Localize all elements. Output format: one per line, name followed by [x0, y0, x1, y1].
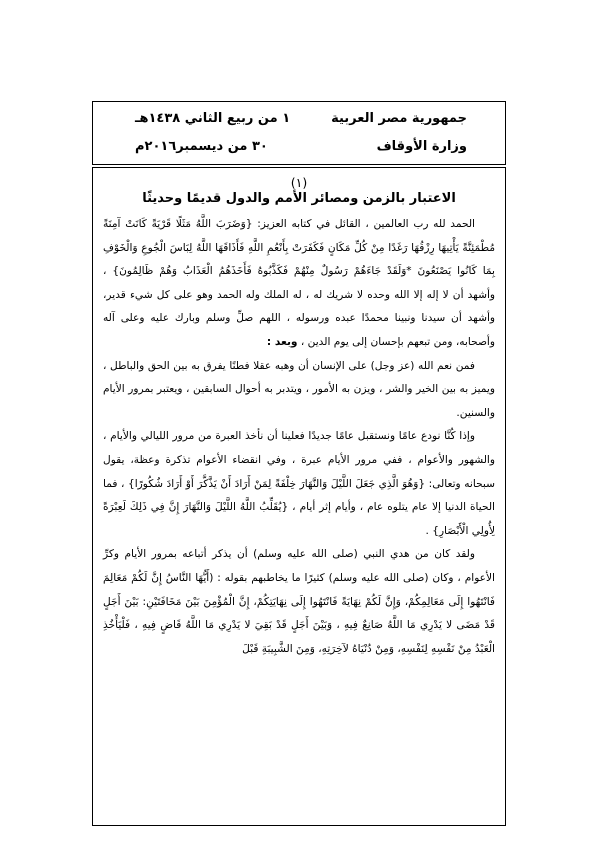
paragraph-opening-text: الحمد لله رب العالمين ، القائل في كتابه العزيز: {وَضَرَبَ اللَّهُ مَثَلًا قَرْيَةً كَانَتْ آمِنَةً مُطْمَئِنَّةً يَأْتِيهَا رِزْقُهَا رَغَدًا مِنْ كُلِّ مَكَانٍ فَكَفَرَتْ بِأَنْعُمِ اللَّهِ فَأَذَاقَهَا اللَّهُ لِبَاسَ الْجُوعِ وَالْخَوْفِ بِمَا كَانُوا يَصْنَعُونَ *وَلَقَدْ جَاءَهُمْ رَسُولٌ مِنْهُمْ فَكَذَّبُوهُ فَأَخَذَهُمُ الْعَذَابُ وَهُمْ ظَالِمُونَ} ، وأشهد أن لا إله إلا الله وحده لا شريك له ، له الملك وله الحمد وهو على كل شيء قدير، وأشهد أن سيدنا ونبينا محمدًا عبده ورسوله ، اللهم صلِّ وسلم وبارك عليه وعلى آله وأصحابه، ومن تبعهم بإحسان إلى يوم الدين ، — [103, 218, 495, 348]
paragraph-4: ولقد كان من هدي النبي (صلى الله عليه وسلم) أن يذكر أتباعه بمرور الأيام وكرِّ الأعوام ، وكان (صلى الله عليه وسلم) كثيرًا ما يخاطبهم بقوله : (أَيُّهَا النَّاسُ إِنَّ لَكُمْ مَعَالِمَ فَانْتَهُوا إِلَى مَعَالِمِكُمْ، وَإِنَّ لَكُمْ نِهَايَةً فَانْتَهُوا إِلَى نِهَايَتِكُمْ، إِنَّ الْمُؤْمِنَ بَيْنَ مَخَافَتَيْنِ: بَيْنَ أَجَلٍ قَدْ مَضَى لا يَدْرِي مَا اللَّهُ صَانِعٌ فِيهِ ، وَبَيْنَ أَجَلٍ قَدْ بَقِيَ لا يَدْرِي مَا اللَّهُ قَاضٍ فِيهِ ، فَلْيَأْخُذِ الْعَبْدُ مِنْ نَفْسِهِ لِنَفْسِهِ، وَمِنْ دُنْيَاهُ لآخِرَتِهِ، وَمِنَ الشَّبِيبَةِ قَبْلَ — [103, 548, 495, 655]
paragraph-opening-emphasis: وبعد : — [266, 335, 298, 348]
document-header — [92, 101, 506, 165]
paragraph-2: فمن نعم الله (عز وجل) على الإنسان أن وهبه عقلا فطنًا يفرق به بين الحق والباطل ، ويميز به بين الخير والشر ، ويزن به الأمور ، ويتدبر به أحوال السابقين ، ويعتبر بمرور الأيام والسنين. — [103, 359, 495, 419]
sermon-title: الاعتبار بالزمن ومصائر الأمم والدول قديمًا وحديثًا — [142, 191, 456, 206]
sermon-number: (١) — [290, 175, 308, 190]
header-row-2 — [93, 136, 505, 158]
gregorian-date: ٣٠ من ديسمبر٢٠١٦م — [135, 139, 268, 154]
ministry-name: وزارة الأوقاف — [376, 139, 467, 154]
country-name: جمهورية مصر العربية — [331, 111, 467, 126]
sermon-body — [92, 167, 506, 826]
hijri-date: ١ من ربيع الثاني ١٤٣٨هـ — [135, 111, 291, 126]
header-row-1 — [93, 108, 505, 130]
paragraph-opening — [103, 213, 495, 355]
paragraph-3: وإذا كُنَّا نودع عامًا ونستقبل عامًا جديدًا فعلينا أن نأخذ العبرة من مرور الليالي والأيام ، والشهور والأعوام ، ففي مرور الأيام عبرة ، وفي انقضاء الأعوام تذكرة وعظة، يقول سبحانه وتعالى: {وَهُوَ الَّذِي جَعَلَ اللَّيْلَ وَالنَّهَارَ خِلْفَةً لِمَنْ أَرَادَ أَنْ يَذَّكَّرَ أَوْ أَرَادَ شُكُورًا} ، فما الحياة الدنيا إلا عام يتلوه عام ، وأيام إثر أيام ، {يُقَلِّبُ اللَّهُ اللَّيْلَ وَالنَّهَارَ إِنَّ فِي ذَلِكَ لَعِبْرَةً لِأُولِي الْأَبْصَارِ} . — [103, 430, 495, 537]
